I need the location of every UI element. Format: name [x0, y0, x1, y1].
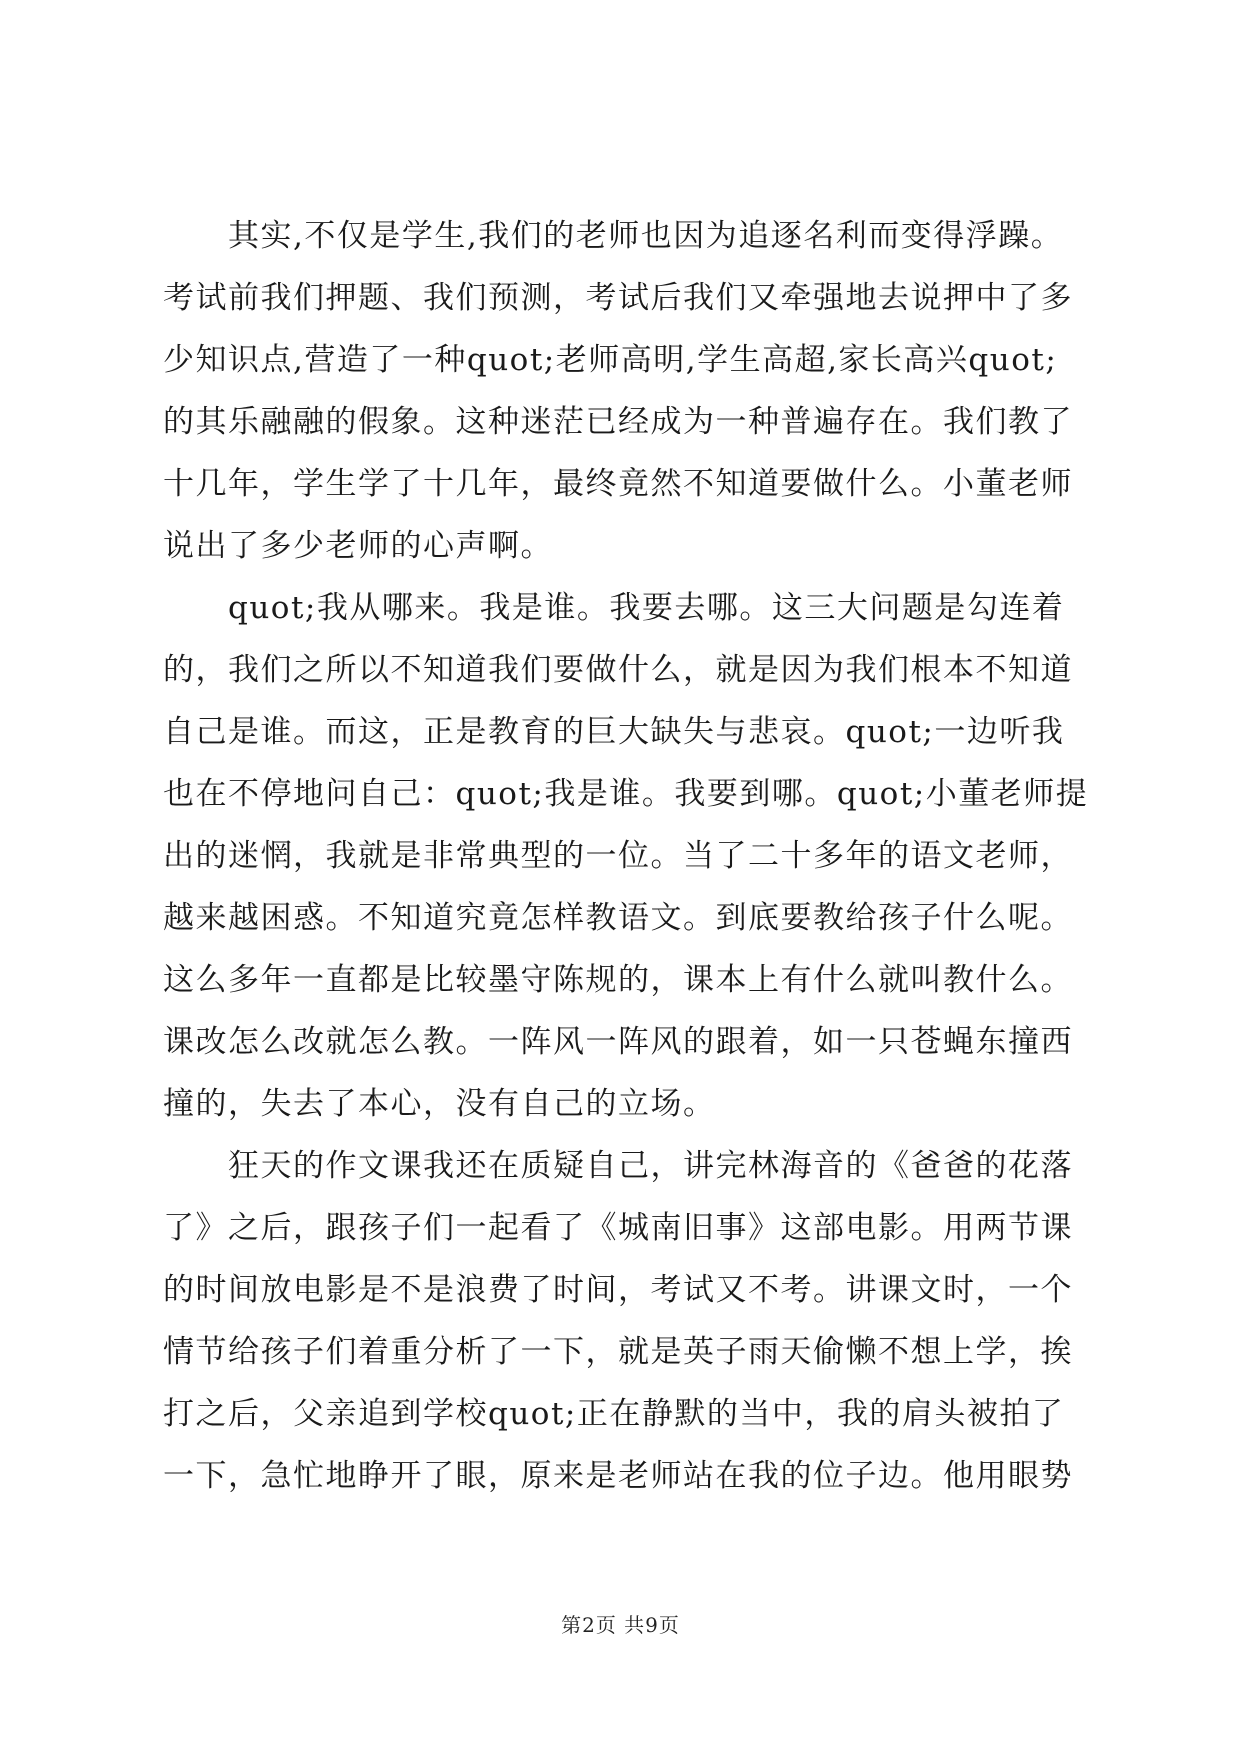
text-line: 越来越困惑。不知道究竟怎样教语文。到底要教给孩子什么呢。 — [163, 900, 1073, 936]
paragraph-3 — [163, 1135, 1083, 1507]
text-line: 十几年，学生学了十几年，最终竟然不知道要做什么。小董老师 — [163, 466, 1073, 502]
text-line: 的时间放电影是不是浪费了时间，考试又不考。讲课文时，一个 — [163, 1272, 1073, 1308]
body-text — [163, 205, 1089, 1507]
text-line: 说出了多少老师的心声啊。 — [163, 528, 553, 564]
text-line: 课改怎么改就怎么教。一阵风一阵风的跟着，如一只苍蝇东撞西 — [163, 1024, 1073, 1060]
text-line: quot;我从哪来。我是谁。我要去哪。这三大问题是勾连着 — [163, 590, 1065, 626]
paragraph-2 — [163, 577, 1089, 1135]
text-line: 的，我们之所以不知道我们要做什么，就是因为我们根本不知道 — [163, 652, 1073, 688]
text-line: 打之后，父亲追到学校quot;正在静默的当中，我的肩头被拍了 — [163, 1396, 1065, 1432]
text-line: 一下，急忙地睁开了眼，原来是老师站在我的位子边。他用眼势 — [163, 1458, 1073, 1494]
paragraph-1 — [163, 205, 1083, 577]
text-line: 的其乐融融的假象。这种迷茫已经成为一种普遍存在。我们教了 — [163, 404, 1073, 440]
text-line: 撞的，失去了本心，没有自己的立场。 — [163, 1086, 716, 1122]
text-line: 狂天的作文课我还在质疑自己，讲完林海音的《爸爸的花落 — [163, 1148, 1073, 1184]
text-line: 考试前我们押题、我们预测，考试后我们又牵强地去说押中了多 — [163, 280, 1073, 316]
text-line: 这么多年一直都是比较墨守陈规的，课本上有什么就叫教什么。 — [163, 962, 1073, 998]
text-line: 其实,不仅是学生,我们的老师也因为追逐名利而变得浮躁。 — [163, 218, 1064, 254]
text-line: 出的迷惘，我就是非常典型的一位。当了二十多年的语文老师， — [163, 838, 1073, 874]
page-number-footer: 第2页 共9页 — [561, 1613, 680, 1637]
text-line: 情节给孩子们着重分析了一下，就是英子雨天偷懒不想上学，挨 — [163, 1334, 1073, 1370]
text-line: 少知识点,营造了一种quot;老师高明,学生高超,家长高兴quot; — [163, 342, 1058, 378]
text-line: 自己是谁。而这，正是教育的巨大缺失与悲哀。quot;一边听我 — [163, 714, 1065, 750]
text-line: 了》之后，跟孩子们一起看了《城南旧事》这部电影。用两节课 — [163, 1210, 1073, 1246]
text-line: 也在不停地问自己：quot;我是谁。我要到哪。quot;小董老师提 — [163, 776, 1089, 812]
